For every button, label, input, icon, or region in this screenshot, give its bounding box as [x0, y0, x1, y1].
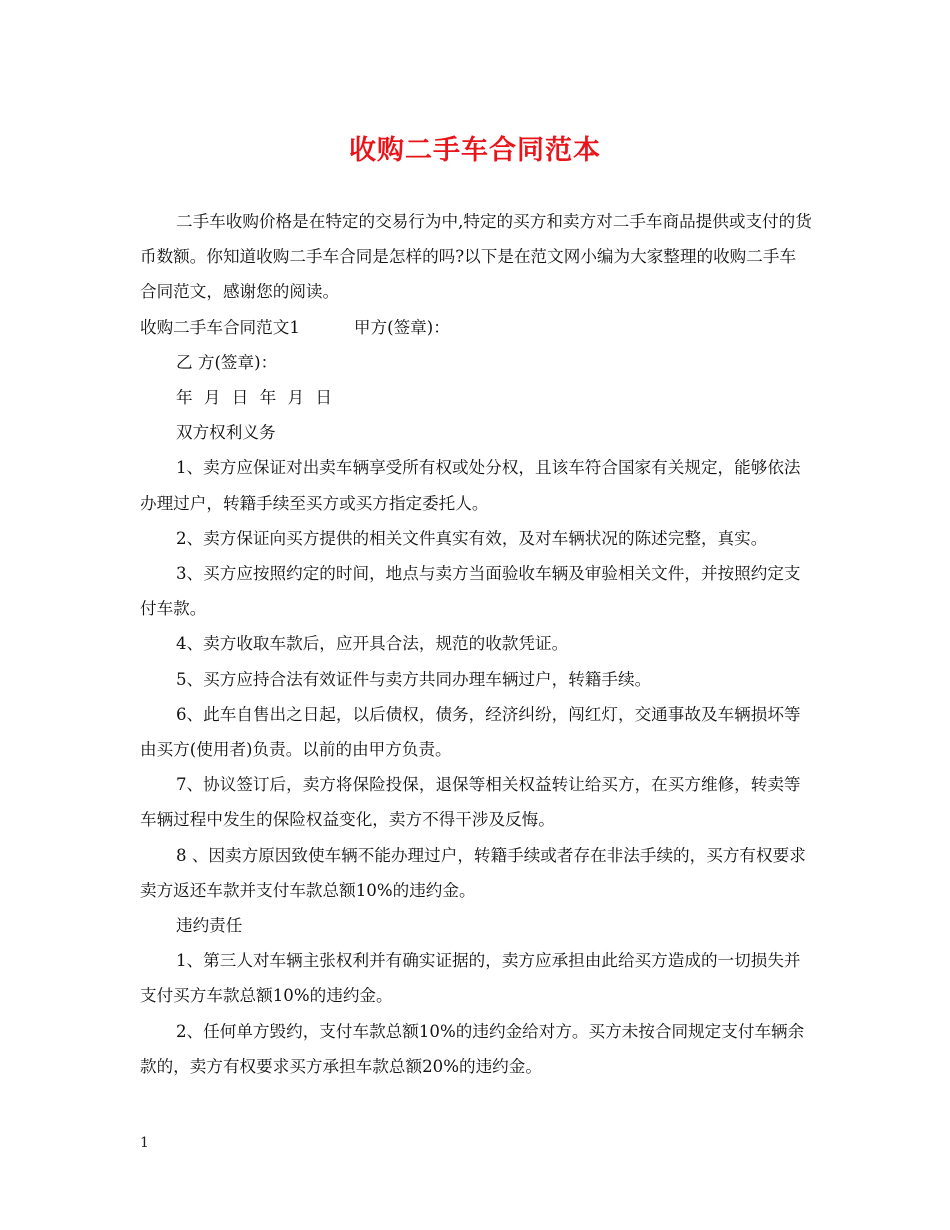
- rights-item: 5、买方应持合法有效证件与卖方共同办理车辆过户，转籍手续。: [176, 669, 652, 689]
- breach-heading: 违约责任: [176, 916, 243, 936]
- rights-item: 4、卖方收取车款后，应开具合法，规范的收款凭证。: [176, 634, 569, 654]
- rights-heading: 双方权利义务: [176, 423, 276, 443]
- rights-item: 7、协议签订后，卖方将保险投保，退保等相关权益转让给买方，在买方维修，转卖等车辆过程中发生的保险权益变化，卖方不得干涉及反悔。: [140, 775, 801, 830]
- breach-item: 2、任何单方毁约，支付车款总额10%的违约金给对方。买方未按合同规定支付车辆余款的，卖方有权要求买方承担车款总额20%的违约金。: [140, 1021, 805, 1076]
- intro-paragraph: 二手车收购价格是在特定的交易行为中,特定的买方和卖方对二手车商品提供或支付的货币数额。你知道收购二手车合同是怎样的吗?以下是在范文网小编为大家整理的收购二手车合同范文，感谢您的阅读。: [140, 212, 812, 302]
- document-title: 收购二手车合同范本: [349, 135, 601, 166]
- rights-item: 2、卖方保证向买方提供的相关文件真实有效，及对车辆状况的陈述完整，真实。: [176, 528, 768, 548]
- breach-item: 1、第三人对车辆主张权利并有确实证据的，卖方应承担由此给买方造成的一切损失并支付买方车款总额10%的违约金。: [140, 951, 801, 1006]
- rights-item: 1、卖方应保证对出卖车辆享受所有权或处分权，且该车符合国家有关规定，能够依法办理过户，转籍手续至买方或买方指定委托人。: [140, 458, 801, 513]
- rights-item: 3、买方应按照约定的时间，地点与卖方当面验收车辆及审验相关文件，并按照约定支付车款。: [140, 564, 801, 619]
- page-number: 1: [140, 1135, 149, 1151]
- document-body: [140, 204, 812, 1084]
- party-b-signature: 乙 方(签章)：: [176, 352, 278, 372]
- party-a-signature: 甲方(签章)：: [353, 317, 450, 337]
- sample-heading-line: [140, 310, 812, 345]
- sample-heading: 收购二手车合同范文1: [140, 317, 300, 337]
- date-line: 年 月 日 年 月 日: [176, 388, 332, 408]
- rights-item: 6、此车自售出之日起，以后债权，债务，经济纠纷，闯红灯，交通事故及车辆损坏等由买方(使用者)负责。以前的由甲方负责。: [140, 704, 801, 760]
- rights-item: 8 、因卖方原因致使车辆不能办理过户，转籍手续或者存在非法手续的，买方有权要求卖方返还车款并支付车款总额10%的违约金。: [140, 845, 806, 900]
